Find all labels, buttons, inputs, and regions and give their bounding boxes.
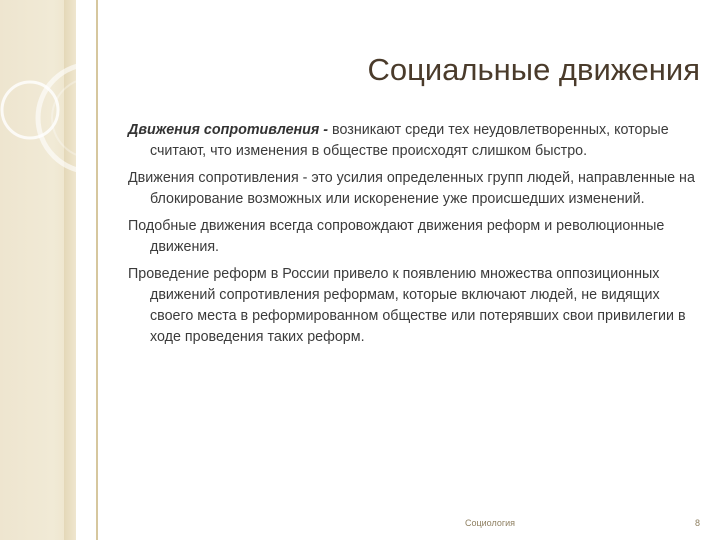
- decorative-rings: [0, 0, 100, 540]
- term-resistance-movements: Движения сопротивления -: [128, 122, 329, 138]
- paragraph-2: Движения сопротивления - это усилия определенных групп людей, направленные на блокирование возможных или искоренение уже происшедших изменений.: [128, 170, 695, 207]
- slide-title: Социальные движения: [367, 52, 700, 87]
- slide-body: [128, 120, 698, 354]
- ring-inner: [52, 78, 100, 158]
- ring-small: [2, 82, 58, 138]
- paragraph-4: Проведение реформ в России привело к появлению множества оппозиционных движений сопротивления реформам, которые включают людей, не видящих своего места в реформированном обществе или потерявших свои привилегии в ходе проведения таких реформ.: [128, 266, 686, 345]
- footer-page-number: 8: [694, 518, 700, 528]
- ring-large: [38, 64, 100, 172]
- paragraph-1-text: возникают среди тех неудовлетворенных, которые считают, что изменения в обществе происходят слишком быстро.: [150, 122, 669, 159]
- paragraph-1: [128, 120, 698, 162]
- paragraph-3: Подобные движения всегда сопровождают движения реформ и революционные движения.: [128, 218, 665, 255]
- footer-course-name: Социология: [464, 518, 516, 528]
- vertical-divider: [96, 0, 98, 540]
